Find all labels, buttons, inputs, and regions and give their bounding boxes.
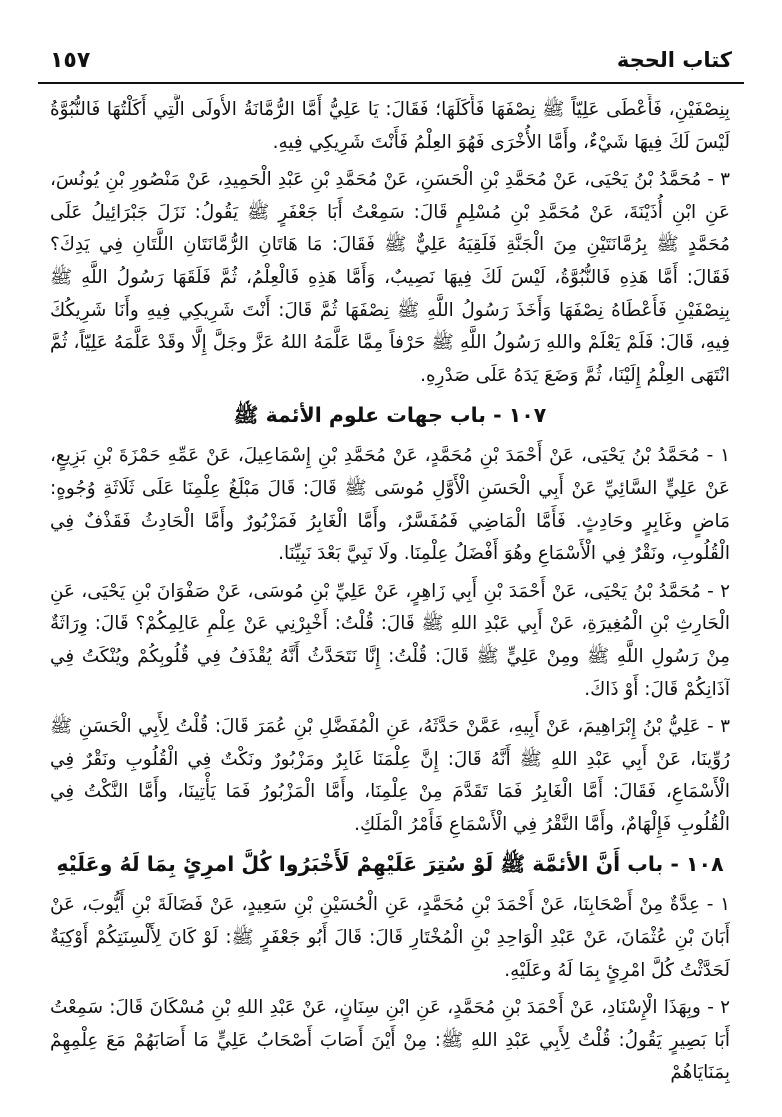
paragraph-continuation: بِنِصْفَيْنِ، فَأَعْطَى عَلِيّاً ﷺ نِصْفَهَا فَأَكَلَهَا؛ فَقَالَ: يَا عَلِيُّ أَمَّا الرُّمَّانَةُ الأُولَى الَّتِي أَكَلْتُهَا فَالنُّبُوَّةُ لَيْسَ لَكَ فِيهَا شَيْءٌ، وأَمَّا الأُخْرَى فَهُوَ العِلْمُ فَأَنْتَ شَرِيكِي فِيهِ. <box>50 99 730 153</box>
hadith-1-ch108: ١ - عِدَّةٌ مِنْ أَصْحَابِنَا، عَنْ أَحْمَدَ بْنِ مُحَمَّدٍ، عَنِ الْحُسَيْنِ بْنِ سَعِيدٍ، عَنْ فَضَالَةَ بْنِ أَيُّوبَ، عَنْ أَبَانَ بْنِ عُثْمَانَ، عَنْ عَبْدِ الْوَاحِدِ بْنِ الْمُخْتَارِ قَالَ: قَالَ أَبُو جَعْفَرٍ ﷺ: لَوْ كَانَ لِأَلْسِنَتِكُمْ أَوْكِيَةٌ لَحَدَّثْتُ كُلَّ امْرِئٍ بِمَا لَهُ وعَلَيْهِ. <box>50 894 730 981</box>
hadith-3-ch107: ٣ - عَلِيُّ بْنُ إِبْرَاهِيمَ، عَنْ أَبِيهِ، عَمَّنْ حَدَّثَهُ، عَنِ الْمُفَضَّلِ بْنِ عُمَرَ قَالَ: قُلْتُ لِأَبِي الْحَسَنِ ﷺ رُوِّينَا، عَنْ أَبِي عَبْدِ اللهِ ﷺ أَنَّهُ قَالَ: إِنَّ عِلْمَنَا غَابِرٌ ومَزْبُورٌ ونَكْتٌ فِي الْقُلُوبِ ونَقْرٌ فِي الْأَسْمَاعِ، فَقَالَ: أَمَّا الْغَابِرُ فَمَا تَقَدَّمَ مِنْ عِلْمِنَا، وأَمَّا الْمَزْبُورُ فَمَا يَأْتِينَا، وأَمَّا النَّكْتُ فِي الْقُلُوبِ فَإِلْهَامٌ، وأَمَّا النَّقْرُ فِي الْأَسْمَاعِ فَأَمْرُ الْمَلَكِ. <box>50 716 730 835</box>
page-body <box>50 94 730 1087</box>
hadith-1-ch107: ١ - مُحَمَّدُ بْنُ يَحْيَى، عَنْ أَحْمَدَ بْنِ مُحَمَّدٍ، عَنْ مُحَمَّدِ بْنِ إِسْمَاعِيلَ، عَنْ عَمِّهِ حَمْزَةَ بْنِ بَزِيعٍ، عَنْ عَلِيٍّ السَّائِيِّ عَنْ أَبِي الْحَسَنِ الْأَوَّلِ مُوسَى ﷺ قَالَ: قَالَ مَبْلَغُ عِلْمِنَا عَلَى ثَلَاثَةِ وُجُوهٍ: مَاضٍ وغَابِرٍ وحَادِثٍ. فَأَمَّا الْمَاضِي فَمُفَسَّرٌ، وأَمَّا الْغَابِرُ فَمَزْبُورٌ وأَمَّا الْحَادِثُ فَقَذْفٌ فِي الْقُلُوبِ، ونَقْرٌ فِي الْأَسْمَاعِ وهُوَ أَفْضَلُ عِلْمِنَا. ولَا نَبِيَّ بَعْدَ نَبِيِّنَا. <box>50 445 730 565</box>
page-number: ١٥٧ <box>50 47 91 73</box>
page-header <box>50 40 732 80</box>
chapter-heading-107: ١٠٧ - باب جهات علوم الأئمة ﷺ <box>233 403 547 428</box>
hadith-2-ch107: ٢ - مُحَمَّدُ بْنُ يَحْيَى، عَنْ أَحْمَدَ بْنِ أَبِي زَاهِرٍ، عَنْ عَلِيِّ بْنِ مُوسَى، عَنْ صَفْوَانَ بْنِ يَحْيَى، عَنِ الْحَارِثِ بْنِ الْمُغِيرَةِ، عَنْ أَبِي عَبْدِ اللهِ ﷺ قَالَ: قُلْتُ: أَخْبِرْنِي عَنْ عِلْمِ عَالِمِكُمْ؟ قَالَ: وِرَاثَةٌ مِنْ رَسُولِ اللَّهِ ﷺ ومِنْ عَلِيٍّ ﷺ قَالَ: قُلْتُ: إِنَّا نَتَحَدَّثُ أَنَّهُ يُقْذَفُ فِي قُلُوبِكُمْ ويُنْكَتُ فِي آذَانِكُمْ قَالَ: أَوْ ذَاكَ. <box>50 580 730 700</box>
chapter-heading-108: ١٠٨ - باب أَنَّ الأئمَّة ﷺ لَوْ سُتِرَ عَلَيْهِمْ لَأَخْبَرُوا كُلَّ امرِئٍ بِمَا لَهُ وعَلَيْهِ <box>56 852 724 877</box>
header-rule <box>38 82 744 84</box>
hadith-2-ch108: ٢ - وبِهَذَا الْإِسْنَادِ، عَنْ أَحْمَدَ بْنِ مُحَمَّدٍ، عَنِ ابْنِ سِنَانٍ، عَنْ عَبْدِ اللهِ بْنِ مُسْكَانَ قَالَ: سَمِعْتُ أَبَا بَصِيرٍ يَقُولُ: قُلْتُ لِأَبِي عَبْدِ اللهِ ﷺ: مِنْ أَيْنَ أَصَابَ أَصْحَابُ عَلِيٍّ مَا أَصَابَهُمْ مَعَ عِلْمِهِمْ بِمَنَايَاهُمْ <box>50 997 730 1084</box>
hadith-3: ٣ - مُحَمَّدُ بْنُ يَحْيَى، عَنْ مُحَمَّدِ بْنِ الْحَسَنِ، عَنْ مُحَمَّدِ بْنِ عَبْدِ الْحَمِيدِ، عَنْ مَنْصُورِ بْنِ يُونُسَ، عَنِ ابْنِ أُذَيْنَةَ، عَنْ مُحَمَّدِ بْنِ مُسْلِمٍ قَالَ: سَمِعْتُ أَبَا جَعْفَرٍ ﷺ يَقُولُ: نَزَلَ جَبْرَائِيلُ عَلَى مُحَمَّدٍ ﷺ بِرُمَّانَتَيْنِ مِنَ الْجَنَّةِ فَلَقِيَهُ عَلِيٌّ ﷺ فَقَالَ: مَا هَاتَانِ الرُّمَّانَتَانِ اللَّتَانِ فِي يَدِكَ؟ فَقَالَ: أَمَّا هَذِهِ فَالنُّبُوَّةُ، لَيْسَ لَكَ فِيهَا نَصِيبٌ، وَأَمَّا هَذِهِ فَالْعِلْمُ، ثُمَّ فَلَقَهَا رَسُولُ اللَّهِ ﷺ بِنِصْفَيْنِ فَأَعْطَاهُ نِصْفَهَا وَأَخَذَ رَسُولُ اللَّهِ ﷺ نِصْفَهَا ثُمَّ قَالَ: أَنْتَ شَرِيكِي فِيهِ وأَنَا شَرِيكُكَ فِيهِ، قَالَ: فَلَمْ يَعْلَمْ واللهِ رَسُولُ اللَّهِ ﷺ حَرْفاً مِمَّا عَلَّمَهُ اللهُ عَزَّ وجَلَّ إِلَّا وقَدْ عَلَّمَهُ عَلِيّاً، ثُمَّ انْتَهَى العِلْمُ إِلَيْنَا، ثُمَّ وَضَعَ يَدَهُ عَلَى صَدْرِهِ. <box>50 169 730 386</box>
book-title: كتاب الحجة <box>616 48 732 72</box>
